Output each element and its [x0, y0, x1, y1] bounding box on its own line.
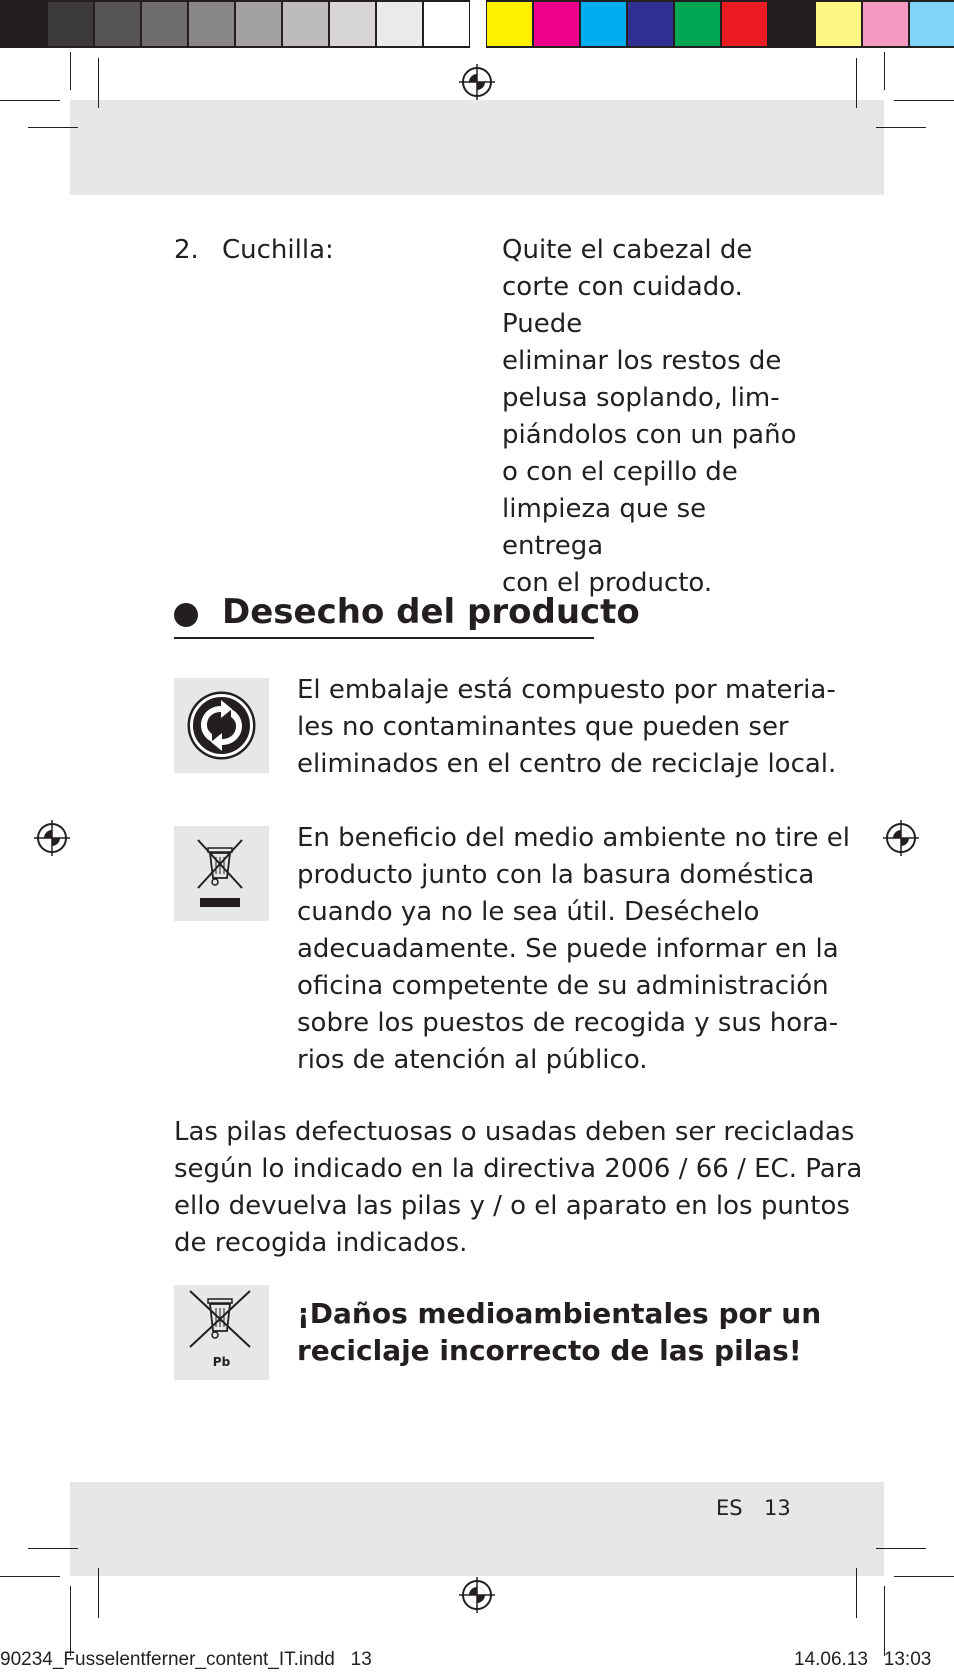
text-line: les no contaminantes que pueden ser: [297, 712, 789, 742]
process-color-swatch: [909, 0, 954, 48]
text-line: eliminados en el centro de reciclaje local.: [297, 749, 837, 779]
gray-swatch: [376, 0, 423, 48]
gray-swatch: [94, 0, 141, 48]
crop-mark: [894, 100, 954, 101]
process-color-swatch: [721, 0, 768, 48]
crop-mark: [0, 1576, 60, 1577]
process-color-swatch: [768, 0, 815, 48]
page-number: 13: [764, 1496, 791, 1520]
weee-icon-box: [174, 826, 269, 921]
gray-swatch: [188, 0, 235, 48]
text-line: En beneficio del medio ambiente no tire el: [297, 823, 851, 853]
registration-mark-icon: [34, 820, 70, 856]
text-line: de recogida indicados.: [174, 1228, 468, 1258]
text-line: con el producto.: [502, 568, 713, 598]
text-line: piándolos con un paño: [502, 420, 797, 450]
text-line: Quite el cabezal de: [502, 235, 753, 265]
process-color-swatch: [862, 0, 909, 48]
text-line: limpieza que se entrega: [502, 494, 707, 561]
crop-mark: [28, 1548, 78, 1549]
section-title: Desecho del producto: [222, 592, 640, 632]
crop-mark: [884, 52, 885, 90]
packaging-text: [297, 672, 837, 783]
text-line: pelusa soplando, lim-: [502, 383, 780, 413]
crop-mark: [894, 1576, 954, 1577]
item-label: Cuchilla:: [222, 235, 334, 265]
crop-mark: [884, 1586, 885, 1656]
footer-band: [70, 1482, 884, 1576]
process-color-swatch: [580, 0, 627, 48]
gray-swatch: [141, 0, 188, 48]
text-line: Las pilas defectuosas o usadas deben ser recicladas: [174, 1117, 855, 1147]
bullet-icon: [174, 603, 198, 627]
packaging-icon-box: [174, 678, 269, 773]
slug-datetime: 14.06.13 13:03: [794, 1649, 932, 1670]
item-number: 2.: [174, 235, 199, 265]
process-color-swatch: [627, 0, 674, 48]
text-line: ello devuelva las pilas y / o el aparato en los puntos: [174, 1191, 850, 1221]
gray-swatch: [0, 0, 47, 48]
crop-mark: [876, 127, 926, 128]
text-line: reciclaje incorrecto de las pilas!: [297, 1334, 802, 1367]
text-line: sobre los puestos de recogida y sus hora-: [297, 1008, 839, 1038]
process-color-swatch: [486, 0, 533, 48]
registration-mark-icon: [459, 1577, 495, 1613]
crop-mark: [856, 1568, 857, 1618]
crop-mark: [28, 127, 78, 128]
battery-icon-label: Pb: [212, 1355, 231, 1369]
gray-swatch: [423, 0, 470, 48]
registration-mark-icon: [883, 820, 919, 856]
text-line: o con el cepillo de: [502, 457, 738, 487]
crop-mark: [876, 1548, 926, 1549]
text-line: adecuadamente. Se puede informar en la: [297, 934, 839, 964]
text-line: ¡Daños medioambientales por un: [297, 1297, 822, 1330]
crop-mark: [98, 1568, 99, 1618]
process-color-swatch: [674, 0, 721, 48]
header-band: [70, 100, 884, 195]
item-description: [502, 232, 802, 602]
text-line: El embalaje está compuesto por materia-: [297, 675, 836, 705]
text-line: rios de atención al público.: [297, 1045, 648, 1075]
weee-text: [297, 820, 851, 1079]
process-color-swatch: [815, 0, 862, 48]
battery-icon-box: [174, 1285, 269, 1380]
section-underline: [174, 637, 594, 639]
text-line: eliminar los restos de: [502, 346, 782, 376]
registration-mark-icon: [459, 64, 495, 100]
crop-mark: [70, 1586, 71, 1656]
print-color-bar: [0, 0, 954, 52]
gray-swatch: [282, 0, 329, 48]
gray-swatch: [235, 0, 282, 48]
slug-filename: 90234_Fusselentferner_content_IT.indd 13: [0, 1649, 372, 1670]
crop-mark: [70, 52, 71, 90]
crop-mark: [98, 58, 99, 108]
process-color-swatch: [533, 0, 580, 48]
gray-swatch: [47, 0, 94, 48]
crop-mark: [856, 58, 857, 108]
text-line: cuando ya no le sea útil. Deséchelo: [297, 897, 760, 927]
text-line: producto junto con la basura doméstica: [297, 860, 815, 890]
text-line: oficina competente de su administración: [297, 971, 829, 1001]
batteries-text: [174, 1114, 863, 1262]
crossed-out-wheelie-bin-icon: [174, 826, 269, 921]
crop-mark: [0, 100, 60, 101]
text-line: según lo indicado en la directiva 2006 / 66 / EC. Para: [174, 1154, 863, 1184]
text-line: corte con cuidado. Puede: [502, 272, 743, 339]
green-dot-recycling-icon: [174, 678, 269, 773]
gray-swatch: [329, 0, 376, 48]
page-language: ES: [716, 1496, 743, 1520]
warning-text: [297, 1295, 821, 1369]
